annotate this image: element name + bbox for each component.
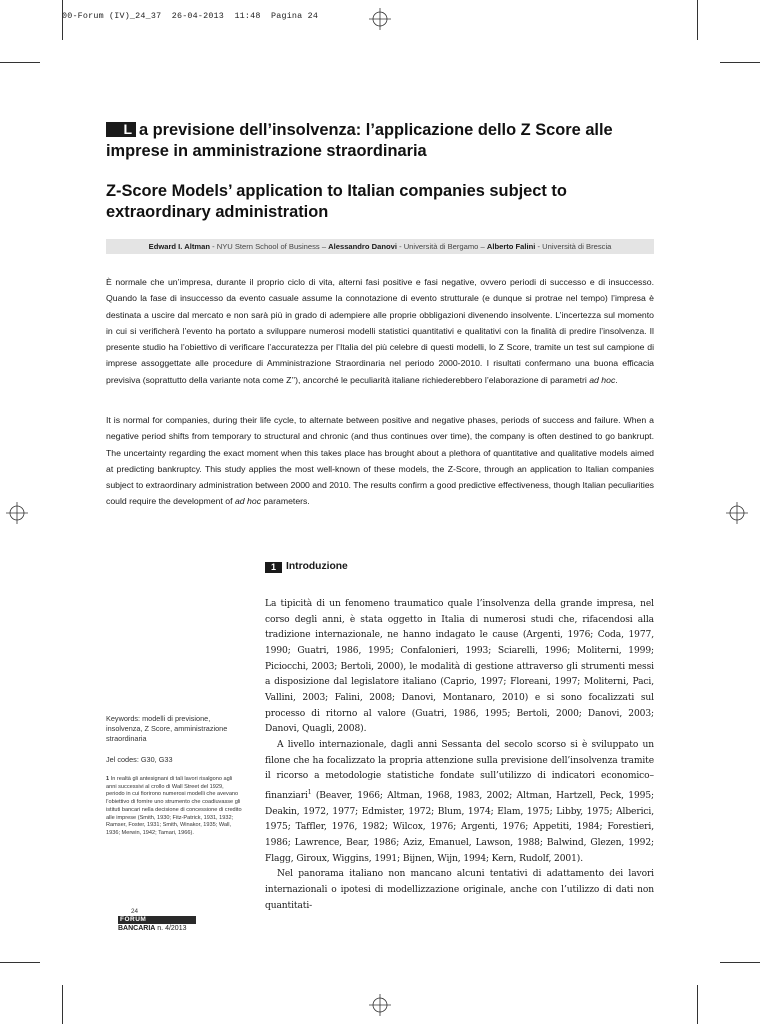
registration-mark-top: [369, 8, 391, 30]
abstract-italic: ad hoc: [234, 496, 262, 507]
abstract-english-text: It is normal for companies, during their life cycle, to alternate between positive and negative phases, periods of success and failure. When a negative period shifts from temporary to structural and chronic (and thus continues over time), the company is often destined to go bankrupt. The uncertainty regarding the exact moment when this takes place has brought about a plethora of quantitative and qualitative models aimed at predicting bankruptcy. This study applies the most well-known of these models, the Z-Score, through an application to Italian companies subject to extraordinary administration between 2000 and 2010. The results confirm a good predictive effectiveness, though Italian peculiarities could require the development of: [106, 415, 654, 507]
abstract-italian-text: È normale che un’impresa, durante il proprio ciclo di vita, alterni fasi positive e fasi negative, ovvero periodi di successo e di insuccesso. Quando la fase di insuccesso da evento casuale assume la connotazione di evento strutturale (e dunque si protrae nel tempo) l’impresa è destinata a uscire dal mercato e non sarà più in grado di adempiere alle proprie obbligazioni divenendo insolvente. L’incertezza sul momento in cui si verificherà l’evento ha portato a sviluppare numerosi modelli statistici quantitativi e qualitativi con la finalità di predire l’insolvenza. Il presente studio ha l’obiettivo di verificare l’accuratezza per l’Italia del più celebre di questi modelli, lo Z Score, tramite un test sul campione di imprese assoggettate alle procedure di Amministrazione Straordinaria nel periodo 2000-2010. I risultati confermano una buona efficacia previsiva (soprattutto della variante nota come Z’’), ancorché le peculiarità italiane richiederebbero l’elaborazione di parametri: [106, 277, 654, 385]
author-affiliation: - NYU Stern School of Business –: [209, 242, 329, 251]
journal-title: BANCARIA: [118, 925, 156, 932]
crop-mark: [720, 62, 760, 63]
footnote-ref: 1: [307, 788, 312, 796]
authors-bar: [106, 239, 654, 254]
body-text: [265, 597, 654, 914]
registration-mark-right: [726, 502, 748, 524]
author-name: Alberto Falini: [486, 242, 536, 251]
author-affiliation: - Università di Brescia: [535, 242, 612, 251]
footnote-number: 1: [106, 776, 110, 782]
print-slug: 00-Forum (IV)_24_37 26-04-2013 11:48 Pagina 24: [62, 11, 319, 21]
journal-footer: [118, 908, 196, 932]
footnote: [106, 776, 242, 838]
abstract-english: [106, 412, 654, 510]
forum-logo: FORUM: [118, 916, 196, 924]
section-heading: [265, 561, 348, 573]
abstract-end: .: [615, 374, 618, 385]
author-affiliation: - Università di Bergamo –: [396, 242, 487, 251]
journal-name: [118, 925, 196, 932]
body-paragraph: Nel panorama italiano non mancano alcuni tentativi di adattamento dei lavori internazionali o ipotesi di modellizzazione originale, anche con l’utilizzo di dati non quantitati-: [265, 869, 654, 911]
crop-mark: [697, 0, 698, 40]
title-dropcap: L: [106, 122, 136, 137]
abstract-italian: [106, 274, 654, 388]
body-paragraph: A livello internazionale, dagli anni Sessanta del secolo scorso si è sviluppato un filone che ha focalizzato la propria attenzione sulla previsione dell’insolvenza tramite il ricorso a metodologie statistiche fondate sull’utilizzo di indicatori economico–finanziari: [265, 739, 654, 801]
section-title: Introduzione: [286, 561, 348, 572]
title-italian-text: a previsione dell’insolvenza: l’applicazione dello Z Score alle imprese in amministrazione straordinaria: [106, 121, 613, 160]
footnote-text: In realtà gli antesignani di tali lavori risalgono agli anni successivi al crollo di Wall Street del 1929, periodo in cui fiorirono numerosi modelli che avevano l’obiettivo di fornire uno strumento che coadiuvasse gli istituti bancari nella decisione di concessione di credito alle imprese (Smith, 1930; Fitz-Patrick, 1931, 1932; Ramser, Foster, 1931; Smith, Winakor, 1935; Wall, 1936; Merwin, 1942; Tamari, 1966).: [106, 776, 242, 836]
page-number: 24: [131, 908, 139, 915]
crop-mark: [0, 62, 40, 63]
registration-mark-left: [6, 502, 28, 524]
abstract-italic: ad hoc: [589, 374, 616, 385]
section-number: 1: [265, 562, 282, 573]
crop-mark: [697, 985, 698, 1024]
title-english: Z-Score Models’ application to Italian companies subject to extraordinary administration: [106, 182, 567, 221]
body-paragraph: La tipicità di un fenomeno traumatico quale l’insolvenza della grande impresa, nel corso degli anni, è stata oggetto in Italia di numerosi studi che, rifacendosi alla tradizione internazionale, ne hanno indagato le cause (Argenti, 1976; Coda, 1977, 1990; Guatri, 1986, 1995; Confalonieri, 1993; Sciarelli, 1996; Moliterni, 1999; Piciocchi, 2003; Bertoli, 2000), le modalità di gestione attraverso gli strumenti messi a disposizione dal legislatore italiano (Caprio, 1997; Floreani, 1997; Moliterni, Paci, Vallini, 2003; Falini, 2008; Danovi, Montanaro, 2010) e si sono focalizzati sul processo di ritorno al valore (Guatri, 1986, 1995; Bertoli, 2000; Danovi, 2003; Danovi, Quagli, 2008).: [265, 599, 654, 735]
crop-mark: [62, 985, 63, 1024]
jel-codes: Jel codes: G30, G33: [106, 755, 173, 764]
crop-mark: [0, 962, 40, 963]
crop-mark: [720, 962, 760, 963]
abstract-end: parameters.: [261, 496, 310, 507]
author-name: Edward I. Altman: [148, 242, 210, 251]
title-italian: [106, 120, 666, 162]
author-name: Alessandro Danovi: [328, 242, 397, 251]
registration-mark-bottom: [369, 994, 391, 1016]
keywords: Keywords: modelli di previsione, insolvenza, Z Score, amministrazione straordinaria: [106, 714, 228, 743]
journal-issue: n. 4/2013: [155, 925, 187, 932]
body-paragraph: (Beaver, 1966; Altman, 1968, 1983, 2002; Altman, Hartzell, Peck, 1995; Deakin, 1972, 1977; Edmister, 1972; Blum, 1974; Elam, 1975; Libby, 1975; Alberici, 1975; Taffler, 1976, 1982; Wilcox, 1976; Argenti, 1976; Appetiti, 1984; Forestieri, 1986; Lawrence, Bear, 1986; Aziz, Emanuel, Lawson, 1988; Balwind, Glezen, 1992; Flagg, Giroux, Wiggins, 1991; Bijnen, Wijn, 1994; Kern, Rudolf, 2001).: [265, 790, 654, 864]
